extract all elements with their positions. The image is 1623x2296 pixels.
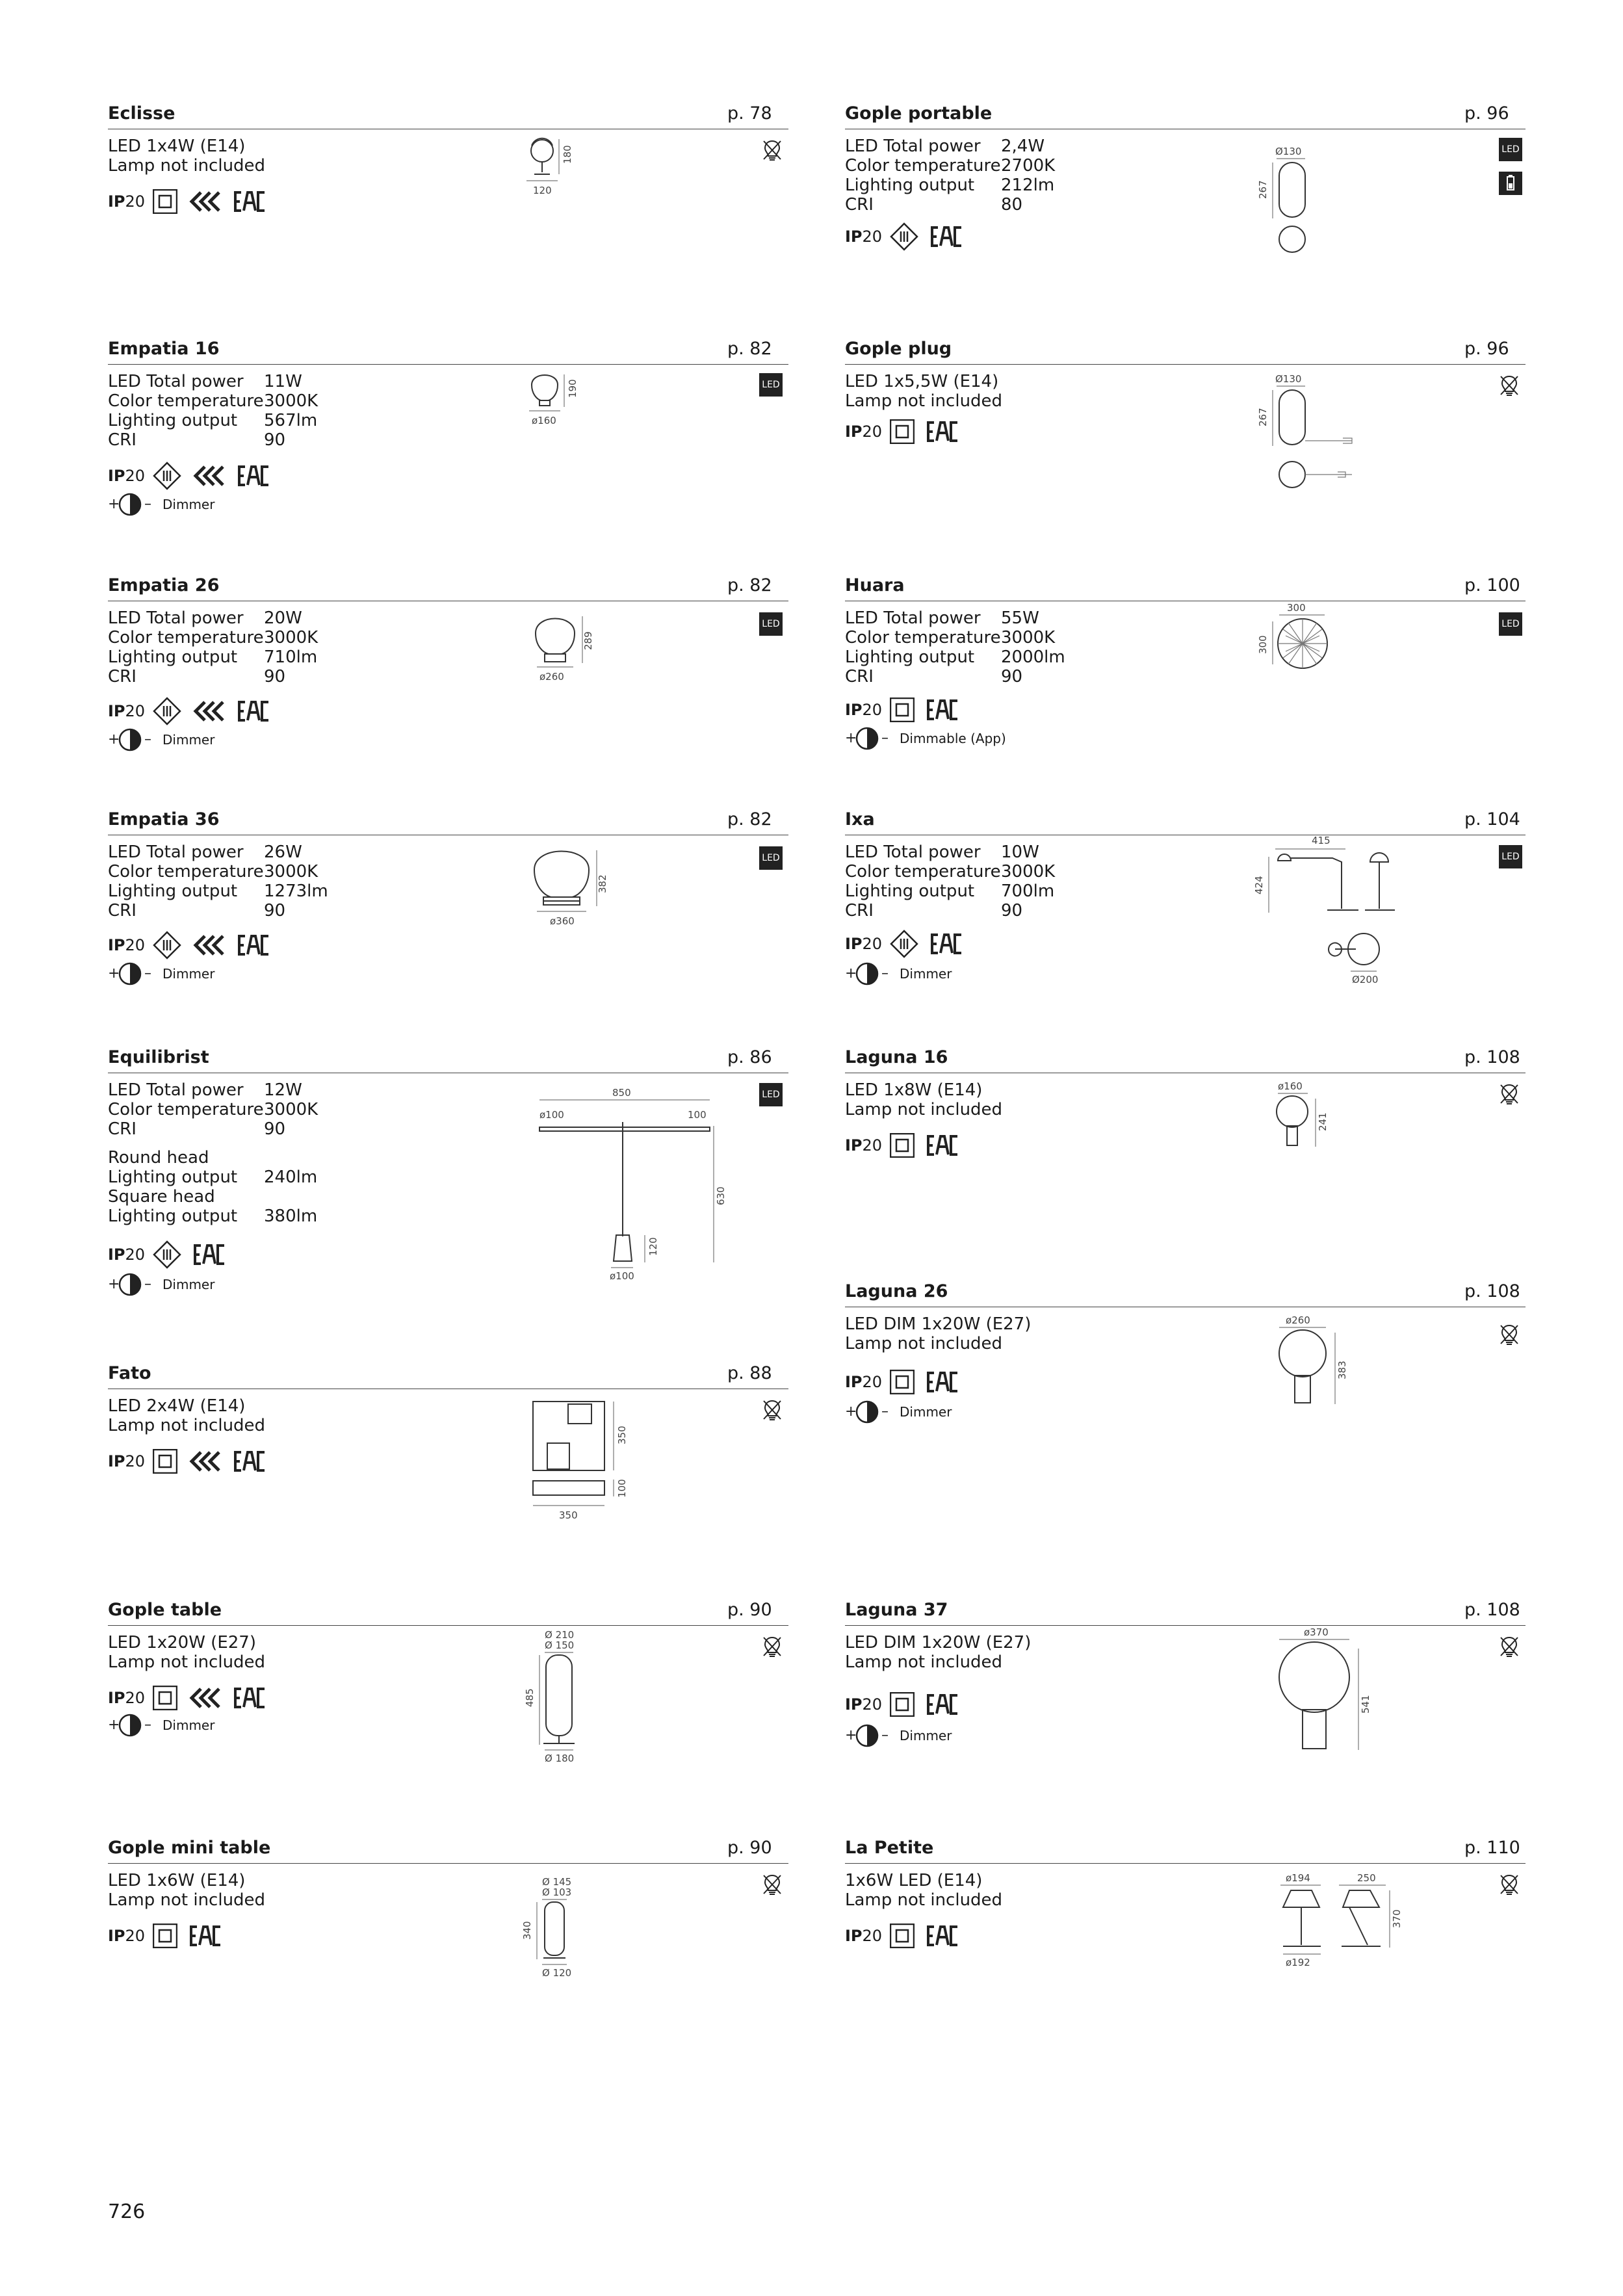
ip-rating: IP20	[108, 702, 146, 720]
certification-icons	[845, 1923, 970, 1949]
eac-mark-icon	[237, 933, 270, 957]
dim-width: 250	[1357, 1872, 1376, 1884]
spec-list	[845, 1871, 1002, 1910]
card-header	[108, 1363, 788, 1389]
eac-mark-icon	[930, 225, 963, 248]
eac-mark-icon	[926, 1924, 959, 1948]
card-header	[108, 575, 788, 601]
dim-base-height: 120	[647, 1237, 659, 1256]
card-header	[108, 338, 788, 365]
dimmer-icon	[845, 1399, 893, 1425]
spec-list	[108, 1396, 265, 1435]
energy-class-icon	[193, 933, 226, 957]
dim-height: 630	[715, 1186, 727, 1205]
product-name: Ixa	[845, 809, 875, 829]
dim-width: 850	[612, 1087, 631, 1099]
energy-class-icon	[193, 699, 226, 723]
product-name: Huara	[845, 575, 905, 595]
product-card-laguna-16	[845, 1047, 1526, 1242]
spec-table	[108, 1080, 318, 1226]
technical-drawing	[1258, 1080, 1329, 1171]
product-name: Gople plug	[845, 339, 952, 359]
card-header	[845, 1837, 1526, 1864]
class-2-box-icon	[153, 1686, 177, 1710]
page-reference: p. 108	[1464, 1281, 1520, 1301]
ip-rating: IP20	[108, 1452, 146, 1470]
eac-mark-icon	[926, 1370, 959, 1394]
page-reference: p. 96	[1464, 339, 1509, 359]
spec-line: LED 2x4W (E14)	[108, 1396, 246, 1416]
spec-list	[845, 372, 1002, 411]
spec-table	[108, 608, 318, 686]
spec-row: LED Total power 26W	[108, 842, 302, 862]
certification-icons	[108, 1448, 278, 1474]
spec-subheading: Square head	[108, 1187, 215, 1207]
dim-diameter: ø160	[532, 415, 556, 426]
energy-class-icon	[193, 464, 226, 488]
technical-drawing	[530, 1398, 628, 1528]
spec-row: Color temperature3000K	[845, 628, 1056, 647]
ip-rating: IP20	[108, 467, 146, 485]
product-name: Gople portable	[845, 103, 993, 124]
class-3-icon	[153, 462, 181, 490]
product-card-eclisse	[108, 103, 788, 298]
dimmer-note: Dimmer	[845, 1400, 952, 1424]
eac-mark-icon	[926, 698, 959, 722]
dim-thickness: 100	[616, 1479, 628, 1498]
dimmer-note: Dimmer	[845, 962, 952, 985]
ip-rating: IP20	[845, 1927, 883, 1945]
card-header	[845, 338, 1526, 365]
spec-line: LED DIM 1x20W (E27)	[845, 1633, 1032, 1652]
product-card-empatia-36	[108, 809, 788, 1004]
product-name: Eclisse	[108, 103, 175, 124]
eac-mark-icon	[237, 699, 270, 723]
spec-table	[108, 372, 318, 450]
dimmer-note: Dimmer	[845, 1724, 952, 1747]
spec-row: Lighting output 710lm	[108, 647, 318, 667]
product-name: Laguna 16	[845, 1047, 948, 1067]
certification-icons	[108, 698, 281, 724]
dim-glass-diameter: Ø 150	[545, 1639, 575, 1651]
spec-row: Lighting output 240lm	[108, 1168, 318, 1187]
dimmer-note: Dimmable (App)	[845, 727, 1006, 750]
dim-height: 267	[1257, 408, 1269, 426]
spec-row: CRI 80	[845, 195, 1023, 215]
ip-rating: IP20	[108, 1246, 146, 1264]
spec-row: Color temperature3000K	[108, 391, 318, 411]
product-card-gople-table	[108, 1599, 788, 1794]
card-header	[845, 103, 1526, 129]
ip-rating: IP20	[108, 192, 146, 211]
spec-row: LED Total power 11W	[108, 372, 302, 391]
dim-height: 267	[1257, 180, 1269, 199]
spec-line: 1x6W LED (E14)	[845, 1871, 983, 1890]
dim-diameter: ø370	[1304, 1626, 1329, 1638]
eac-mark-icon	[926, 1693, 959, 1716]
dim-height: 541	[1360, 1695, 1371, 1714]
certification-icons	[845, 1369, 970, 1395]
dim-height: 424	[1253, 876, 1265, 894]
spec-row: Lighting output 212lm	[845, 176, 1055, 195]
no-bulb-icon	[1499, 1636, 1520, 1658]
spec-table	[845, 842, 1055, 920]
class-3-icon	[153, 1240, 181, 1269]
product-card-la-petite	[845, 1837, 1526, 2032]
technical-drawing	[530, 614, 594, 692]
spec-row: Lighting output 700lm	[845, 881, 1055, 901]
certification-icons	[108, 1923, 233, 1949]
card-header	[845, 1281, 1526, 1307]
eac-mark-icon	[233, 1450, 266, 1473]
class-2-box-icon	[890, 1692, 915, 1717]
certification-icons	[108, 1685, 278, 1711]
spec-row: CRI 90	[845, 667, 1023, 686]
battery-icon	[1499, 172, 1522, 195]
class-2-box-icon	[153, 189, 177, 214]
spec-row: LED Total power 20W	[108, 608, 302, 628]
certification-icons	[845, 1132, 970, 1158]
spec-list	[108, 137, 265, 176]
dim-height: 383	[1336, 1361, 1348, 1379]
spec-line: LED 1x20W (E27)	[108, 1633, 256, 1652]
led-badge: LED	[759, 846, 783, 870]
dimmer-icon	[108, 961, 156, 987]
spec-line: Lamp not included	[845, 1652, 1003, 1672]
led-badge: LED	[759, 1083, 783, 1106]
dimmer-icon	[108, 1272, 156, 1298]
spec-row: LED Total power 55W	[845, 608, 1039, 628]
energy-class-icon	[189, 190, 222, 213]
technical-drawing	[1253, 835, 1401, 1004]
technical-drawing	[1254, 146, 1313, 276]
product-name: Empatia 36	[108, 809, 220, 829]
product-name: Fato	[108, 1363, 151, 1383]
page-reference: p. 86	[727, 1047, 772, 1067]
certification-icons	[845, 697, 970, 723]
ip-rating: IP20	[845, 1695, 883, 1714]
page-reference: p. 110	[1464, 1838, 1520, 1858]
spec-row: CRI 90	[108, 667, 286, 686]
class-3-icon	[890, 930, 918, 958]
dim-diameter: Ø130	[1275, 373, 1302, 385]
spec-row: Lighting output 380lm	[108, 1207, 318, 1226]
dim-round-head: ø100	[539, 1109, 564, 1121]
class-2-box-icon	[890, 1370, 915, 1394]
ip-rating: IP20	[845, 701, 883, 719]
product-card-empatia-26	[108, 575, 788, 770]
product-card-gople-mini-table	[108, 1837, 788, 2032]
led-badge: LED	[1499, 138, 1522, 161]
certification-icons	[845, 931, 974, 957]
product-name: Empatia 16	[108, 339, 220, 359]
led-badge: LED	[759, 612, 783, 636]
product-card-huara	[845, 575, 1526, 770]
spec-line: Lamp not included	[108, 1416, 266, 1435]
product-name: Laguna 26	[845, 1281, 948, 1301]
ip-rating: IP20	[108, 936, 146, 954]
page-reference: p. 108	[1464, 1600, 1520, 1620]
product-card-laguna-37	[845, 1599, 1526, 1794]
spec-row: Color temperature2700K	[845, 156, 1056, 176]
ip-rating: IP20	[845, 423, 883, 441]
page-reference: p. 100	[1464, 575, 1520, 595]
product-card-gople-portable	[845, 103, 1526, 298]
product-name: Gople table	[108, 1600, 222, 1620]
spec-row: Color temperature3000K	[108, 628, 318, 647]
card-header	[845, 809, 1526, 835]
product-card-laguna-26	[845, 1281, 1526, 1476]
dimmer-note: Dimmer	[108, 962, 214, 985]
dimmer-icon	[845, 1723, 893, 1749]
product-card-gople-plug	[845, 338, 1526, 533]
card-header	[108, 1047, 788, 1073]
eac-mark-icon	[926, 420, 959, 443]
page-reference: p. 90	[727, 1600, 772, 1620]
spec-line: LED 1x6W (E14)	[108, 1871, 246, 1890]
certification-icons	[108, 932, 281, 958]
eac-mark-icon	[193, 1243, 226, 1266]
certification-icons	[108, 463, 281, 489]
dim-square-head: 100	[688, 1109, 707, 1121]
product-name: Gople mini table	[108, 1838, 271, 1858]
certification-icons	[845, 224, 974, 250]
dim-height: 241	[1317, 1112, 1329, 1131]
ip-rating: IP20	[108, 1927, 146, 1945]
spec-line: Lamp not included	[845, 1100, 1003, 1119]
card-header	[108, 1837, 788, 1864]
eac-mark-icon	[233, 1686, 266, 1710]
class-3-icon	[153, 697, 181, 725]
dimmer-icon	[845, 725, 893, 751]
page-reference: p. 90	[727, 1838, 772, 1858]
dimmer-icon	[108, 491, 156, 517]
led-badge: LED	[1499, 612, 1522, 636]
dim-height: 300	[1257, 635, 1269, 654]
product-card-empatia-16	[108, 338, 788, 533]
dim-width: 415	[1312, 835, 1331, 846]
dimmer-note: Dimmer	[108, 1714, 214, 1737]
spec-row: LED Total power 2,4W	[845, 137, 1045, 156]
dim-top-diameter: Ø 145	[542, 1876, 572, 1888]
spec-row: Lighting output 567lm	[108, 411, 318, 430]
spec-list	[845, 1633, 1031, 1672]
eac-mark-icon	[237, 464, 270, 488]
no-bulb-icon	[762, 1399, 783, 1421]
spec-line: LED 1x4W (E14)	[108, 137, 246, 156]
spec-line: LED DIM 1x20W (E27)	[845, 1314, 1032, 1334]
spec-line: Lamp not included	[845, 391, 1003, 411]
technical-drawing	[530, 848, 608, 939]
dim-shade-diameter: ø194	[1286, 1872, 1310, 1884]
technical-drawing	[534, 1086, 727, 1282]
dim-height: 382	[597, 874, 608, 893]
card-header	[108, 1599, 788, 1626]
dimmer-note: Dimmer	[108, 728, 214, 751]
dim-base-diameter: Ø 120	[542, 1967, 572, 1979]
dim-base-diameter: Ø 180	[545, 1753, 575, 1764]
class-3-icon	[153, 931, 181, 959]
spec-list	[845, 1314, 1031, 1353]
dim-diameter: ø260	[1286, 1314, 1310, 1326]
product-name: Empatia 26	[108, 575, 220, 595]
spec-table	[108, 842, 328, 920]
card-header	[108, 103, 788, 129]
dim-base-diameter: ø192	[1286, 1957, 1310, 1968]
product-name: Laguna 37	[845, 1600, 948, 1620]
spec-line: LED 1x5,5W (E14)	[845, 372, 999, 391]
no-bulb-icon	[762, 1873, 783, 1896]
dim-top-diameter: Ø 210	[545, 1629, 575, 1641]
dim-height: 485	[524, 1688, 536, 1707]
ip-rating: IP20	[845, 935, 883, 953]
product-card-fato	[108, 1363, 788, 1571]
page-reference: p. 108	[1464, 1047, 1520, 1067]
dim-height: 340	[521, 1921, 533, 1940]
class-2-box-icon	[890, 698, 915, 722]
dim-diameter: Ø130	[1275, 146, 1302, 157]
eac-mark-icon	[930, 932, 963, 956]
spec-line: Lamp not included	[108, 1652, 266, 1672]
technical-drawing	[1274, 1872, 1436, 1989]
dim-diameter: ø160	[1278, 1080, 1303, 1092]
dim-diameter: ø360	[550, 915, 575, 927]
page-reference: p. 78	[727, 103, 772, 124]
class-2-box-icon	[890, 1924, 915, 1948]
dim-diameter: ø260	[539, 671, 564, 683]
spec-row: Color temperature3000K	[108, 1100, 318, 1119]
technical-drawing	[1274, 1626, 1371, 1769]
dimmer-icon	[108, 1712, 156, 1738]
product-card-ixa	[845, 809, 1526, 1023]
spec-row: Lighting output 2000lm	[845, 647, 1065, 667]
spec-row: Lighting output 1273lm	[108, 881, 328, 901]
dim-height: 370	[1391, 1909, 1403, 1928]
energy-class-icon	[189, 1686, 222, 1710]
class-3-icon	[890, 222, 918, 251]
dim-height: 180	[562, 145, 573, 164]
eac-mark-icon	[926, 1134, 959, 1157]
dimmer-note: Dimmer	[108, 1273, 214, 1296]
spec-row: LED Total power 12W	[108, 1080, 302, 1100]
dim-base-diameter: Ø200	[1352, 974, 1379, 985]
page-reference: p. 96	[1464, 103, 1509, 124]
energy-class-icon	[189, 1450, 222, 1473]
product-name: La Petite	[845, 1838, 934, 1858]
card-header	[845, 575, 1526, 601]
dimmer-icon	[845, 961, 893, 987]
no-bulb-icon	[762, 139, 783, 161]
class-2-box-icon	[890, 419, 915, 444]
technical-drawing	[1254, 373, 1358, 503]
no-bulb-icon	[1499, 1324, 1520, 1346]
no-bulb-icon	[1499, 1083, 1520, 1105]
eac-mark-icon	[233, 190, 266, 213]
spec-row: CRI 90	[845, 901, 1023, 920]
page-reference: p. 88	[727, 1363, 772, 1383]
spec-line: Lamp not included	[108, 1890, 266, 1910]
dim-width: 120	[533, 185, 552, 196]
dimmer-note: Dimmer	[108, 493, 214, 516]
ip-rating: IP20	[845, 1373, 883, 1391]
spec-row: LED Total power 10W	[845, 842, 1039, 862]
page-number: 726	[108, 2200, 146, 2223]
spec-line: LED 1x8W (E14)	[845, 1080, 983, 1100]
technical-drawing	[511, 1876, 582, 1993]
spec-row: CRI 90	[108, 1119, 286, 1139]
dim-height: 289	[582, 631, 594, 650]
page-reference: p. 104	[1464, 809, 1520, 829]
spec-list	[108, 1871, 265, 1910]
class-2-box-icon	[153, 1924, 177, 1948]
spec-line: Lamp not included	[845, 1334, 1003, 1353]
class-2-box-icon	[153, 1449, 177, 1474]
product-name: Equilibrist	[108, 1047, 209, 1067]
certification-icons	[108, 1242, 237, 1268]
technical-drawing	[524, 137, 576, 208]
spec-line: Lamp not included	[108, 156, 266, 176]
no-bulb-icon	[1499, 374, 1520, 397]
spec-list	[108, 1633, 265, 1672]
certification-icons	[845, 1691, 970, 1717]
no-bulb-icon	[762, 1636, 783, 1658]
spec-subheading: Round head	[108, 1148, 209, 1168]
dim-width: 300	[1287, 602, 1306, 614]
dim-width: 350	[559, 1509, 578, 1521]
no-bulb-icon	[1499, 1873, 1520, 1896]
certification-icons	[108, 189, 278, 215]
technical-drawing	[504, 1629, 582, 1772]
led-badge: LED	[1499, 845, 1522, 868]
class-2-box-icon	[890, 1133, 915, 1158]
page-reference: p. 82	[727, 575, 772, 595]
eac-mark-icon	[189, 1924, 222, 1948]
dim-height: 190	[567, 379, 578, 398]
spec-table	[845, 137, 1055, 215]
spec-line: Lamp not included	[845, 1890, 1003, 1910]
product-card-equilibrist	[108, 1047, 788, 1313]
spec-row: CRI 90	[108, 901, 286, 920]
page-reference: p. 82	[727, 339, 772, 359]
led-badge: LED	[759, 373, 783, 397]
dimmer-icon	[108, 727, 156, 753]
spec-row: Color temperature3000K	[108, 862, 318, 881]
technical-drawing	[524, 372, 576, 443]
card-header	[845, 1599, 1526, 1626]
spec-list	[845, 1080, 1002, 1119]
spec-table	[845, 608, 1065, 686]
dim-glass-diameter: Ø 103	[542, 1886, 572, 1898]
dim-base-diameter: ø100	[610, 1270, 634, 1282]
spec-row: Color temperature3000K	[845, 862, 1056, 881]
certification-icons	[845, 419, 970, 445]
card-header	[108, 809, 788, 835]
dim-height: 350	[616, 1426, 628, 1444]
ip-rating: IP20	[108, 1689, 146, 1707]
page-reference: p. 82	[727, 809, 772, 829]
technical-drawing	[1274, 1314, 1348, 1425]
card-header	[845, 1047, 1526, 1073]
ip-rating: IP20	[845, 228, 883, 246]
technical-drawing	[1248, 602, 1339, 680]
ip-rating: IP20	[845, 1136, 883, 1155]
spec-row: CRI 90	[108, 430, 286, 450]
